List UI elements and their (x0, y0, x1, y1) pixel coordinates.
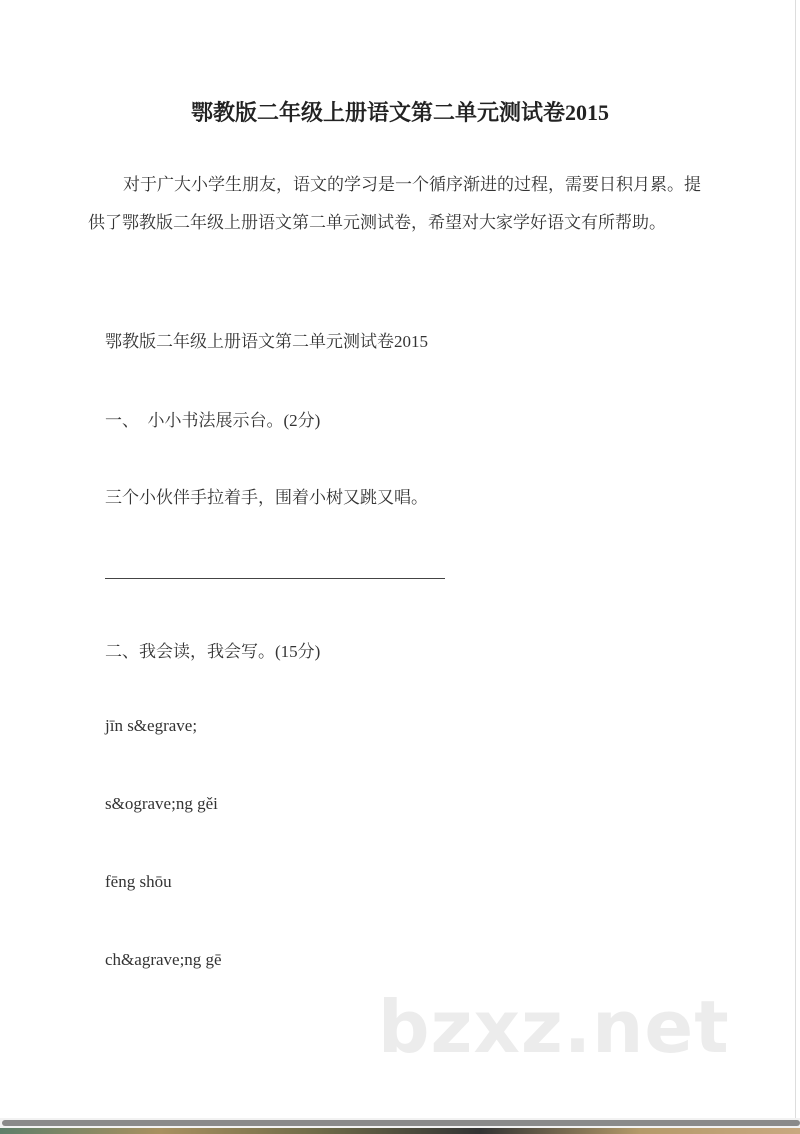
scrollbar-thumb[interactable] (2, 1120, 800, 1126)
answer-blank-line (105, 578, 445, 579)
pinyin-item: jīn s&egrave; (105, 716, 198, 735)
section-1-text: 三个小伙伴手拉着手，围着小树又跳又唱。 (105, 488, 428, 507)
document-title: 鄂教版二年级上册语文第二单元测试卷2015 (190, 100, 609, 125)
intro-paragraph: 对于广大小学生朋友，语文的学习是一个循序渐进的过程，需要日积月累。提供了鄂教版二年级上册语文第二单元测试卷，希望对大家学好语文有所帮助。 (88, 175, 701, 232)
section-1-heading: 一、 小小书法展示台。(2分) (105, 411, 321, 430)
pinyin-item: fēng shōu (105, 872, 172, 891)
watermark: bzxz.net (378, 985, 730, 1069)
background-image-strip (0, 1128, 800, 1134)
pinyin-item: s&ograve;ng gěi (105, 794, 218, 813)
section-2-heading: 二、我会读，我会写。(15分) (105, 642, 321, 661)
pinyin-item: ch&agrave;ng gē (105, 950, 222, 969)
horizontal-scrollbar[interactable] (0, 1118, 800, 1128)
subtitle: 鄂教版二年级上册语文第二单元测试卷2015 (105, 332, 428, 351)
